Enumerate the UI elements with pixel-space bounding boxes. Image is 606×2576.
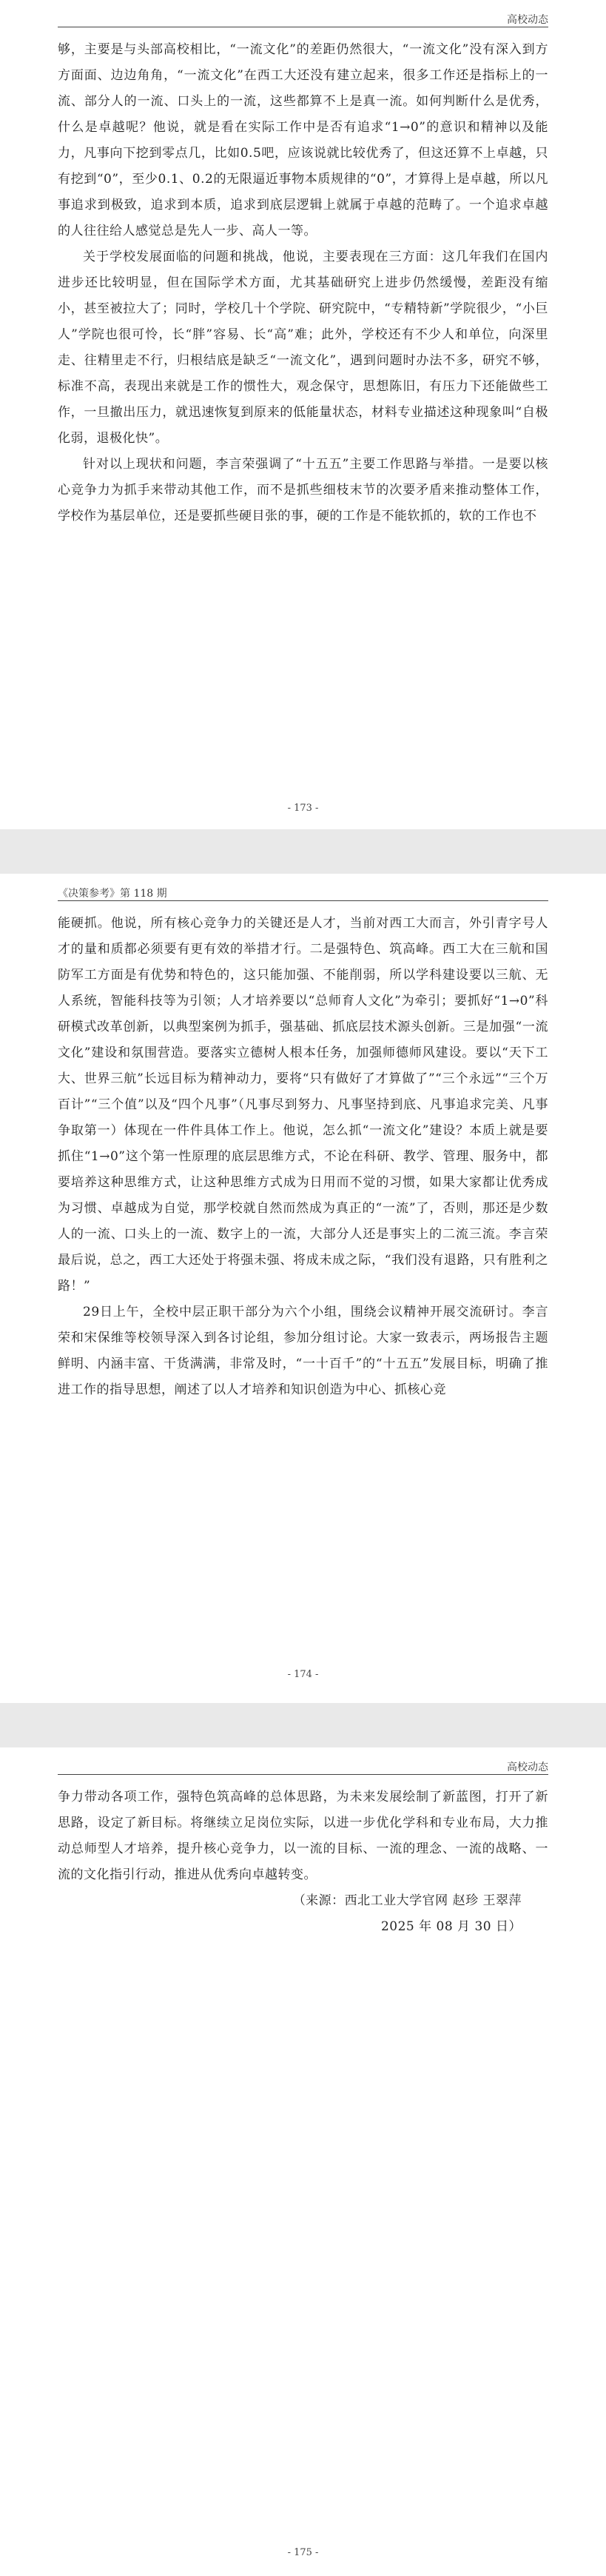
running-header: 高校动态 xyxy=(507,1762,548,1773)
page-173 xyxy=(0,0,606,829)
date-line: 2025 年 08 月 30 日） xyxy=(380,1919,522,1934)
header-rule xyxy=(58,1774,548,1775)
page-number: - 174 - xyxy=(287,1669,319,1680)
paragraph: 能硬抓。他说，所有核心竞争力的关键还是人才，当前对西工大而言，外引青字号人才的量和质都必须要有更有效的举措才行。二是强特色、筑高峰。西工大在三航和国防军工方面是有优势和特色的，这只能加强、不能削弱，所以学科建设要以三航、无人系统，智能科技等为引领；人才培养要以“总师育人文化”为牵引；要抓好“1→0”科研模式改革创新，以典型案例为抓手，强基础、抓底层技术源头创新。三是加强“一流文化”建设和氛围营造。要落实立德树人根本任务，加强师德师风建设。要以“天下工大、世界三航”长远目标为精神动力，要将“只有做好了才算做了”“三个永远”“三个万百计”“三个值”以及“四个凡事”（凡事尽到努力、凡事坚持到底、凡事追求完美、凡事争取第一）体现在一件件具体工作上。他说，怎么抓“一流文化”建设？本质上就是要抓住“1→0”这个第一性原理的底层思维方式，不论在科研、教学、管理、服务中，都要培养这种思维方式，让这种思维方式成为日用而不觉的习惯，如果大家都让优秀成为习惯、卓越成为自觉，那学校就自然而然成为真正的“一流”了，否则，那还是少数人的一流、口头上的一流、数字上的一流，大部分人还是事实上的二流三流。李言荣最后说，总之，西工大还处于将强未强、将成未成之际，“我们没有退路，只有胜利之路！” xyxy=(58,916,548,1294)
body-text xyxy=(58,37,548,529)
page-number: - 173 - xyxy=(287,803,319,814)
running-header: 高校动态 xyxy=(507,14,548,26)
paragraph: 29日上午，全校中层正职干部分为六个小组，围绕会议精神开展交流研讨。李言荣和宋保维等校领导深入到各讨论组，参加分组讨论。大家一致表示，两场报告主题鲜明、内涵丰富、干货满满，非常及时，“一十百千”的“十五五”发展目标，明确了推进工作的指导思想，阐述了以人才培养和知识创造为中心、抓核心竞 xyxy=(58,1305,548,1397)
body-text xyxy=(58,911,548,1403)
paragraph: 关于学校发展面临的问题和挑战，他说，主要表现在三方面：这几年我们在国内进步还比较明显，但在国际学术方面，尤其基础研究上进步仍然缓慢，差距没有缩小，甚至被拉大了；同时，学校几十个学院、研究院中，“专精特新”学院很少，“小巨人”学院也很可怜，长“胖”容易、长“高”难；此外，学校还有不少人和单位，向深里走、往精里走不行，归根结底是缺乏“一流文化”，遇到问题时办法不多，研究不够，标准不高，表现出来就是工作的惯性大，观念保守，思想陈旧，有压力下还能做些工作，一旦撤出压力，就迅速恢复到原来的低能量状态，材料专业描述这种现象叫“自极化弱，退极化快”。 xyxy=(58,250,548,446)
header-rule xyxy=(58,900,548,901)
page-number: - 175 - xyxy=(287,2547,319,2558)
paragraph: 针对以上现状和问题，李言荣强调了“十五五”主要工作思路与举措。一是要以核心竞争力为抓手来带动其他工作，而不是抓些细枝末节的次要矛盾来推动整体工作，学校作为基层单位，还是要抓些硬目张的事，硬的工作是不能软抓的，软的工作也不 xyxy=(58,457,548,523)
source-line: （来源：西北工业大学官网 赵珍 王翠萍 xyxy=(292,1893,522,1908)
page-175 xyxy=(0,1747,606,2576)
paragraph: 争力带动各项工作，强特色筑高峰的总体思路，为未来发展绘制了新蓝图，打开了新思路，设定了新目标。将继续立足岗位实际，以进一步优化学科和专业布局，大力推动总师型人才培养，提升核心竞争力，以一流的目标、一流的理念、一流的战略、一流的文化指引行动，推进从优秀向卓越转变。 xyxy=(58,1790,548,1882)
body-text xyxy=(58,1784,548,1940)
page-174 xyxy=(0,874,606,1703)
running-header: 《决策参考》第 118 期 xyxy=(58,888,167,900)
paragraph: 够，主要是与头部高校相比，“一流文化”的差距仍然很大，“一流文化”没有深入到方方面面、边边角角，“一流文化”在西工大还没有建立起来，很多工作还是指标上的一流、部分人的一流、口头上的一流，这些都算不上是真一流。如何判断什么是优秀，什么是卓越呢？他说，就是看在实际工作中是否有追求“1→0”的意识和精神以及能力，凡事向下挖到零点几，比如0.5吧，应该说就比较优秀了，但这还算不上卓越，只有挖到“0”，至少0.1、0.2的无限逼近事物本质规律的“0”，才算得上是卓越，所以凡事追求到极致，追求到本质，追求到底层逻辑上就属于卓越的范畴了。一个追求卓越的人往往给人感觉总是先人一步、高人一等。 xyxy=(58,42,548,238)
